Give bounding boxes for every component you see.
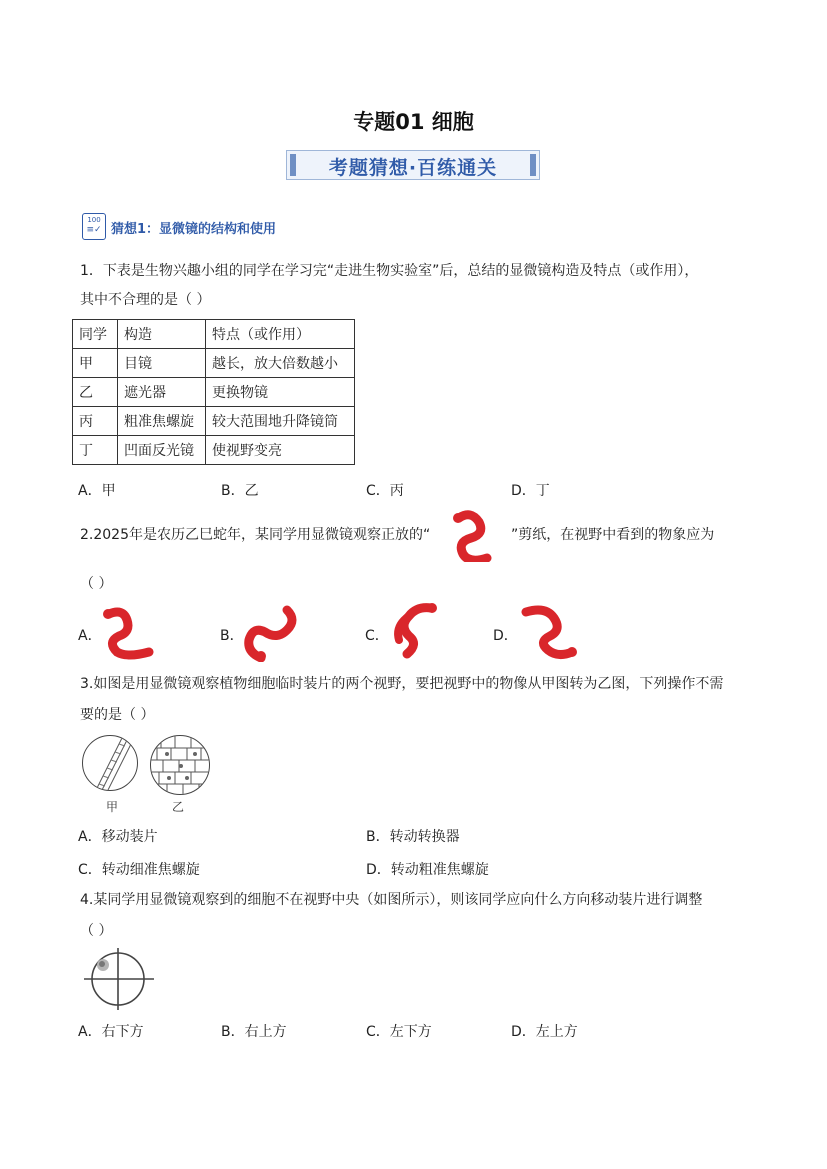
snake-option-d-icon[interactable] — [518, 602, 582, 660]
page-title: 专题01 细胞 — [353, 110, 474, 134]
q3-text-line1: 3.如图是用显微镜观察植物细胞临时装片的两个视野，要把视野中的物像从甲图转为乙图，下列操作不需 — [80, 676, 724, 692]
table-cell: 丙 — [73, 407, 118, 436]
table-row — [73, 436, 355, 465]
table-cell: 甲 — [73, 349, 118, 378]
microscope-view-jia — [82, 735, 138, 791]
onion-cells-diagonal-icon — [83, 736, 138, 791]
q4-option-a[interactable]: A．右下方 — [78, 1024, 144, 1040]
q2-paren: （ ） — [80, 576, 113, 592]
q3-text-line2: 要的是（ ） — [80, 707, 155, 723]
snake-papercut-icon — [445, 508, 509, 562]
score-icon-text: 100 — [87, 216, 101, 224]
q2-text-part2: ”剪纸，在视野中看到的物象应为 — [511, 527, 715, 543]
table-cell: 使视野变亮 — [206, 436, 355, 465]
q1-option-a[interactable]: A．甲 — [78, 483, 116, 499]
table-cell: 乙 — [73, 378, 118, 407]
q2-option-c[interactable]: C． — [365, 628, 389, 644]
fig-label-jia: 甲 — [106, 800, 119, 814]
q4-option-c[interactable]: C．左下方 — [366, 1024, 432, 1040]
q4-option-b[interactable]: B．右上方 — [221, 1024, 287, 1040]
fig-label-yi: 乙 — [172, 800, 185, 814]
microscope-view-yi — [150, 735, 210, 795]
q4-text-line1: 4.某同学用显微镜观察到的细胞不在视野中央（如图所示），则该同学应向什么方向移动装片进行调整 — [80, 892, 703, 908]
table-cell: 更换物镜 — [206, 378, 355, 407]
q1-option-b[interactable]: B．乙 — [221, 483, 259, 499]
table-header-cell: 同学 — [73, 320, 118, 349]
score-icon — [82, 213, 106, 240]
q2-option-b[interactable]: B． — [220, 628, 244, 644]
table-cell: 丁 — [73, 436, 118, 465]
q4-paren: （ ） — [80, 923, 113, 939]
q2-option-d[interactable]: D． — [493, 628, 518, 644]
section-banner — [286, 150, 540, 180]
snake-option-b-icon[interactable] — [243, 602, 301, 662]
table-row — [73, 378, 355, 407]
q1-text-line1: 1．下表是生物兴趣小组的同学在学习完“走进生物实验室”后，总结的显微镜构造及特点（或作用）， — [80, 263, 699, 279]
table-cell: 较大范围地升降镜筒 — [206, 407, 355, 436]
q4-option-d[interactable]: D．左上方 — [511, 1024, 578, 1040]
q3-option-a[interactable]: A．移动装片 — [78, 829, 158, 845]
banner-text: 考题猜想·百练通关 — [328, 157, 498, 179]
q3-option-c[interactable]: C．转动细准焦螺旋 — [78, 862, 200, 878]
table-cell: 目镜 — [118, 349, 206, 378]
onion-cells-grid-icon — [151, 736, 210, 795]
table-cell: 越长，放大倍数越小 — [206, 349, 355, 378]
snake-option-c-icon[interactable] — [385, 600, 445, 660]
snake-option-a-icon[interactable] — [99, 604, 161, 660]
table-row — [73, 407, 355, 436]
table-cell: 粗准焦螺旋 — [118, 407, 206, 436]
table-row — [73, 349, 355, 378]
q3-option-d[interactable]: D．转动粗准焦螺旋 — [366, 862, 489, 878]
table-header-cell: 特点（或作用） — [206, 320, 355, 349]
table-cell: 凹面反光镜 — [118, 436, 206, 465]
q3-option-b[interactable]: B．转动转换器 — [366, 829, 460, 845]
q2-option-a[interactable]: A． — [78, 628, 102, 644]
q1-option-d[interactable]: D．丁 — [511, 483, 550, 499]
field-of-view-crosshair-icon — [84, 948, 154, 1010]
q1-option-c[interactable]: C．丙 — [366, 483, 404, 499]
q2-text-part1: 2.2025年是农历乙巳蛇年，某同学用显微镜观察正放的“ — [80, 527, 431, 543]
section-title: 猜想1：显微镜的结构和使用 — [111, 222, 277, 237]
table-header-cell: 构造 — [118, 320, 206, 349]
checklist-glyph: ≡✓ — [86, 225, 102, 235]
q1-table — [72, 319, 355, 465]
q1-text-line2: 其中不合理的是（ ） — [80, 292, 211, 308]
table-cell: 遮光器 — [118, 378, 206, 407]
table-header-row — [73, 320, 355, 349]
